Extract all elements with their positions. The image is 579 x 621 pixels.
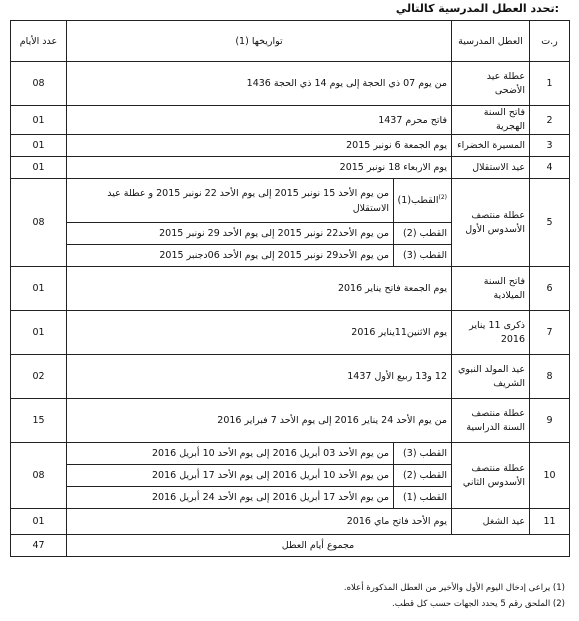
footnote-1 <box>344 583 565 593</box>
zone-dates: من يوم الأحد22 نونبر 2015 إلى يوم الأحد 29 نونبر 2015 <box>67 223 394 245</box>
holiday-days: 01 <box>11 157 67 179</box>
table-row <box>11 443 570 465</box>
table-row <box>11 399 570 443</box>
table-row <box>11 509 570 535</box>
table-row <box>11 157 570 179</box>
zone-dates: من يوم الأحد 17 أبريل 2016 إلى يوم الأحد 24 أبريل 2016 <box>67 487 394 509</box>
holiday-dates: يوم الاثنين11يناير 2016 <box>67 311 452 355</box>
row-num: 6 <box>530 267 570 311</box>
table-row <box>11 267 570 311</box>
footnote-ref: (2) <box>438 194 447 202</box>
holiday-name: عيد الاستقلال <box>452 157 530 179</box>
table-row <box>11 355 570 399</box>
footnote-2-mark: (2) <box>552 599 565 609</box>
table-header-row <box>11 21 570 62</box>
row-num: 1 <box>530 62 570 106</box>
holiday-name: فاتح السنة الهجرية <box>452 106 530 135</box>
holiday-dates: يوم الجمعة 6 نونبر 2015 <box>67 135 452 157</box>
holiday-dates: يوم الجمعة فاتح يناير 2016 <box>67 267 452 311</box>
zone-label: القطب (1) <box>394 487 452 509</box>
holiday-dates: من يوم الأحد 24 يناير 2016 إلى يوم الأحد 7 فبراير 2016 <box>67 399 452 443</box>
school-holidays-table <box>10 20 570 557</box>
holiday-name: فاتح السنة الميلادية <box>452 267 530 311</box>
zone-label: القطب (3) <box>394 245 452 267</box>
zone-label: القطب (2) <box>394 465 452 487</box>
table-row <box>11 106 570 135</box>
holiday-name: عطلة منتصف الأسدوس الثاني <box>452 443 530 509</box>
row-num: 7 <box>530 311 570 355</box>
holiday-dates: فاتح محرم 1437 <box>67 106 452 135</box>
zone-label: القطب (3) <box>394 443 452 465</box>
holiday-name: عيد الشغل <box>452 509 530 535</box>
row-num: 10 <box>530 443 570 509</box>
total-days: 47 <box>11 535 67 557</box>
holiday-days: 08 <box>11 443 67 509</box>
table-row <box>11 62 570 106</box>
zone-dates: من يوم الأحد 15 نونبر 2015 إلى يوم الأحد 22 نونبر 2015 و عطلة عيد الاستقلال <box>67 179 394 223</box>
row-num: 3 <box>530 135 570 157</box>
row-num: 8 <box>530 355 570 399</box>
footnote-1-text: يراعى إدخال اليوم الأول والأخير من العطل المذكورة أعلاه. <box>343 583 551 593</box>
header-dates: تواريخها (1) <box>67 21 452 62</box>
holiday-name: عطلة منتصف الأسدوس الأول <box>452 179 530 267</box>
header-name: العطل المدرسية <box>452 21 530 62</box>
footnote-1-mark: (1) <box>552 583 565 593</box>
row-num: 9 <box>530 399 570 443</box>
holiday-dates: من يوم 07 ذي الحجة إلى يوم 14 ذي الحجة 1436 <box>67 62 452 106</box>
row-num: 11 <box>530 509 570 535</box>
holiday-days: 01 <box>11 267 67 311</box>
total-label: مجموع أيام العطل <box>67 535 570 557</box>
holiday-days: 01 <box>11 311 67 355</box>
table-row <box>11 311 570 355</box>
document-title: تحدد العطل المدرسية كالتالي: <box>395 2 559 15</box>
holiday-name: المسيرة الخضراء <box>452 135 530 157</box>
holiday-dates: 12 و13 ربيع الأول 1437 <box>67 355 452 399</box>
holiday-dates: يوم الأحد فاتح ماي 2016 <box>67 509 452 535</box>
zone-dates: من يوم الأحد29 نونبر 2015 إلى يوم الأحد 06دجنبر 2015 <box>67 245 394 267</box>
zone-label-text: القطب(1) <box>397 195 439 207</box>
header-days: عدد الأيام <box>11 21 67 62</box>
table-row <box>11 179 570 223</box>
holiday-dates: يوم الاربعاء 18 نونبر 2015 <box>67 157 452 179</box>
table-row <box>11 135 570 157</box>
total-row <box>11 535 570 557</box>
zone-label: القطب (2) <box>394 223 452 245</box>
holiday-days: 15 <box>11 399 67 443</box>
row-num: 5 <box>530 179 570 267</box>
row-num: 4 <box>530 157 570 179</box>
zone-dates: من يوم الأحد 10 أبريل 2016 إلى يوم الأحد 17 أبريل 2016 <box>67 465 394 487</box>
holiday-days: 02 <box>11 355 67 399</box>
holiday-name: عطلة منتصف السنة الدراسية <box>452 399 530 443</box>
holiday-name: عيد المولد النبوي الشريف <box>452 355 530 399</box>
footnote-2-text: الملحق رقم 5 يحدد الجهات حسب كل قطب. <box>392 599 551 609</box>
holiday-days: 01 <box>11 135 67 157</box>
holiday-name: عطلة عيد الأضحى <box>452 62 530 106</box>
holiday-days: 08 <box>11 179 67 267</box>
holiday-days: 08 <box>11 62 67 106</box>
holiday-days: 01 <box>11 106 67 135</box>
footnote-2 <box>392 599 565 609</box>
holiday-days: 01 <box>11 509 67 535</box>
header-num: ر.ت <box>530 21 570 62</box>
zone-label <box>394 179 452 223</box>
holiday-name: ذكرى 11 يناير 2016 <box>452 311 530 355</box>
row-num: 2 <box>530 106 570 135</box>
zone-dates: من يوم الأحد 03 أبريل 2016 إلى يوم الأحد 10 أبريل 2016 <box>67 443 394 465</box>
